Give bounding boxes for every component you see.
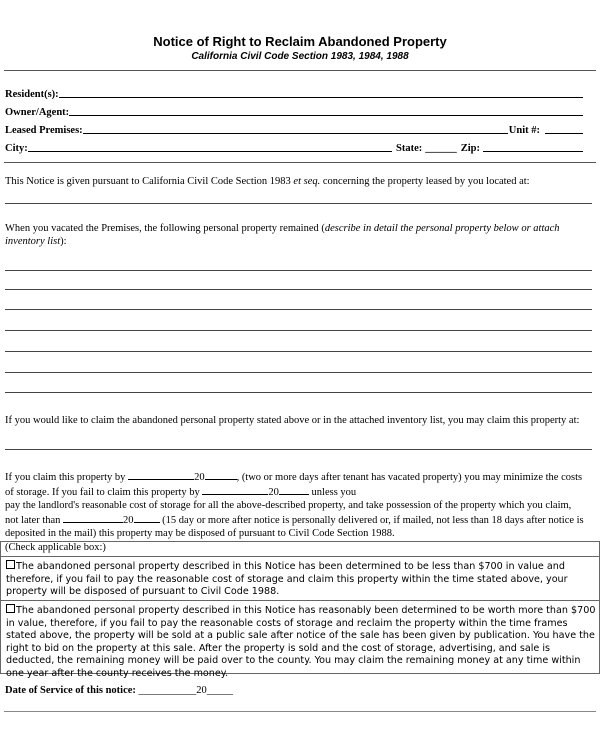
option-1-text: The abandoned personal property described in this Notice has been determined to be less than $700 in value and therefore, if you fail to pay the reasonable cost of storage and claim this property within the time stated above, your property will be disposed of pursuant to Civil Code 1988. xyxy=(6,561,568,598)
city-field-row xyxy=(5,140,583,154)
city-input[interactable] xyxy=(28,141,392,152)
property-description-line[interactable] xyxy=(5,270,592,271)
option-2-checkbox[interactable] xyxy=(6,604,15,613)
final-year-blank[interactable] xyxy=(134,512,160,523)
notice-paragraph xyxy=(5,175,593,188)
deadline-line: pay the landlord's reasonable cost of storage for all the above-described property, and take possession of the property which you claim, xyxy=(5,500,572,511)
residents-input[interactable] xyxy=(59,87,583,98)
leased-premises-input[interactable] xyxy=(83,123,508,134)
property-description-line[interactable] xyxy=(5,309,592,310)
unit-label: Unit #: xyxy=(508,125,540,136)
deadline-text: (two or more days after tenant has vacated property) you may minimize the costs xyxy=(241,472,583,483)
claim-location-paragraph: If you would like to claim the abandoned personal property stated above or in the attached inventory list, you may claim this property at: xyxy=(5,415,580,426)
option-1-text-block xyxy=(6,560,596,599)
date-of-service-label: Date of Service of this notice: xyxy=(5,685,136,696)
property-description-line[interactable] xyxy=(5,392,592,393)
footer-divider xyxy=(4,711,596,712)
deadline-line: If you claim this property by 20 , (two or more days after tenant has vacated property) you may minimize the costs xyxy=(5,469,593,484)
fail-year-blank[interactable] xyxy=(279,484,309,495)
check-applicable-label: (Check applicable box:) xyxy=(5,542,106,553)
option-2-cell xyxy=(0,600,600,679)
notice-text-italic: et seq. xyxy=(293,176,321,187)
option-2-text: The abandoned personal property described in this Notice has reasonably been determined to be worth more than $700 in value, therefore, if you fail to pay the reasonable costs of storage and reclaim the property within the time frames stated above, the property will be sold at a public sale after notice of the sale has been given by publication. You have the right to bid on the property at this sale. After the property is sold and the cost of storage, advertising, and sale is deducted, the remaining money will be paid over to the county. You may claim the remaining money at any time within one year after the county receives the money. xyxy=(6,605,596,679)
residents-field-row xyxy=(5,86,583,100)
zip-label: Zip: xyxy=(460,143,480,154)
deadline-text: not later than xyxy=(5,515,61,526)
vacated-text-start: When you vacated the Premises, the following personal property remained ( xyxy=(5,223,325,234)
property-location-line[interactable] xyxy=(5,203,592,204)
header-divider xyxy=(4,70,596,71)
city-label: City: xyxy=(5,143,28,154)
fail-date-blank[interactable] xyxy=(202,484,268,495)
check-applicable-header xyxy=(0,541,600,557)
owner-agent-field-row xyxy=(5,104,583,118)
property-description-line[interactable] xyxy=(5,330,592,331)
owner-agent-input[interactable] xyxy=(69,105,583,116)
date-of-service-row xyxy=(5,684,593,697)
deadline-line xyxy=(5,484,593,499)
vacated-text-italic: describe in detail the personal property below or attach inventory list xyxy=(5,223,560,247)
zip-input[interactable] xyxy=(483,141,583,152)
notice-text-end: concerning the property leased by you located at: xyxy=(320,176,530,187)
document-title: Notice of Right to Reclaim Abandoned Property xyxy=(153,34,447,49)
claim-year-1: 20 xyxy=(194,472,205,483)
final-date-blank[interactable] xyxy=(63,512,123,523)
date-of-service-blank[interactable]: ___________ xyxy=(138,685,197,696)
deadline-paragraph xyxy=(5,469,593,540)
claim-date-blank[interactable] xyxy=(128,469,194,480)
residents-label: Resident(s): xyxy=(5,89,59,100)
claim-location-line[interactable] xyxy=(5,449,592,450)
deadline-text: If you claim this property by xyxy=(5,472,126,483)
property-description-line[interactable] xyxy=(5,351,592,352)
deadline-line: deposited in the mail) this property may be disposed of pursuant to Civil Code Section 1988. xyxy=(5,528,395,539)
claim-year-blank[interactable] xyxy=(205,469,237,480)
state-input[interactable]: ______ xyxy=(425,143,457,154)
vacated-text-end: ): xyxy=(60,236,67,247)
property-description-line[interactable] xyxy=(5,372,592,373)
owner-agent-label: Owner/Agent: xyxy=(5,107,70,118)
unit-input[interactable] xyxy=(545,123,583,134)
document-subtitle: California Civil Code Section 1983, 1984, 1988 xyxy=(191,51,409,62)
deadline-line xyxy=(5,512,593,527)
notice-text-start: This Notice is given pursuant to California Civil Code Section 1983 xyxy=(5,176,294,187)
leased-premises-field-row xyxy=(5,122,583,136)
vacated-paragraph xyxy=(5,222,580,248)
deadline-text: unless you xyxy=(311,487,357,498)
leased-premises-label: Leased Premises: xyxy=(5,125,83,136)
claim-year-2: 20 xyxy=(268,487,279,498)
deadline-text: of storage. If you fail to claim this property by xyxy=(5,487,200,498)
date-of-service-year: 20 xyxy=(196,685,207,696)
state-label: State: xyxy=(395,143,423,154)
date-of-service-year-blank[interactable]: _____ xyxy=(206,685,234,696)
option-1-cell xyxy=(0,556,600,601)
fields-divider xyxy=(4,162,596,163)
deadline-text: (15 day or more after notice is personally delivered or, if mailed, not less than 18 days after notice is xyxy=(162,515,584,526)
claim-year-3: 20 xyxy=(123,515,134,526)
property-description-line[interactable] xyxy=(5,289,592,290)
option-1-checkbox[interactable] xyxy=(6,560,15,569)
option-2-text-block xyxy=(6,604,596,681)
